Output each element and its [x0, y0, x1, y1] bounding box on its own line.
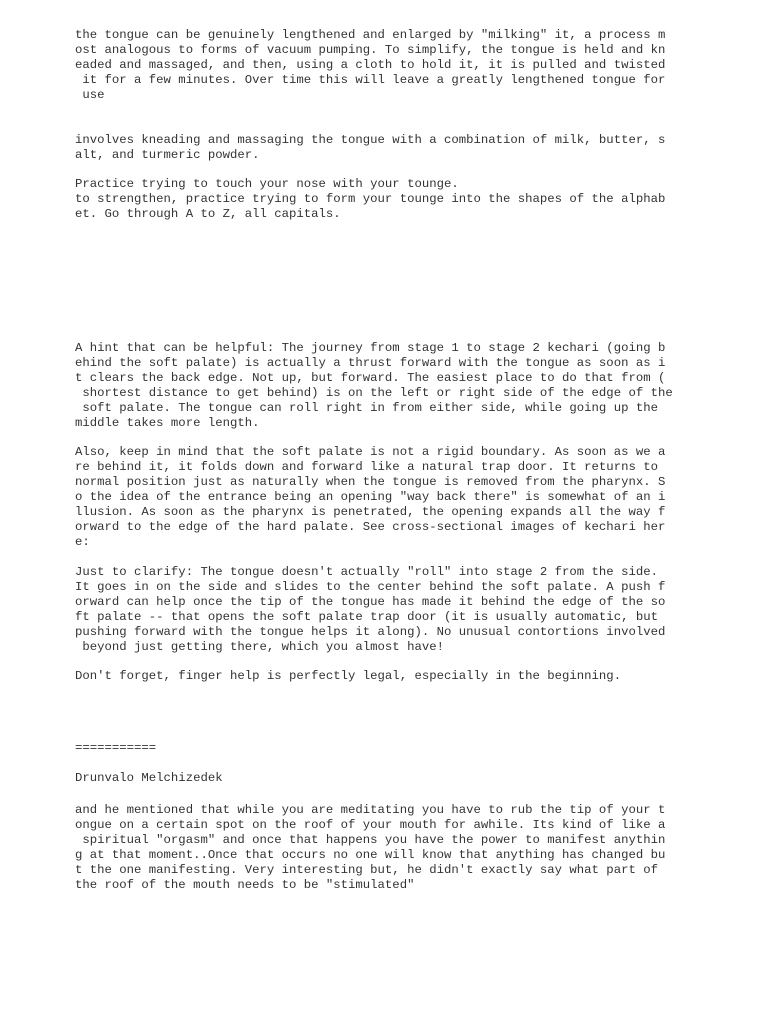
text-line: the tongue can be genuinely lengthened and enlarged by "milking" it, a process m	[75, 28, 666, 42]
separator-line: ===========	[75, 741, 157, 755]
text-line: It goes in on the side and slides to the center behind the soft palate. A push f	[75, 580, 666, 594]
text-line: ongue on a certain spot on the roof of your mouth for awhile. Its kind of like a	[75, 818, 666, 832]
text-line: normal position just as naturally when the tongue is removed from the pharynx. S	[75, 475, 666, 489]
text-line: to strengthen, practice trying to form your tounge into the shapes of the alphab	[75, 192, 666, 206]
author-name: Drunvalo Melchizedek	[75, 771, 223, 785]
text-line: orward to the edge of the hard palate. See cross-sectional images of kechari her	[75, 520, 666, 534]
text-line: re behind it, it folds down and forward like a natural trap door. It returns to	[75, 460, 658, 474]
text-line: ehind the soft palate) is actually a thrust forward with the tongue as soon as i	[75, 356, 666, 370]
text-line: spiritual "orgasm" and once that happens you have the power to manifest anythin	[75, 833, 666, 847]
text-line: involves kneading and massaging the tongue with a combination of milk, butter, s	[75, 133, 666, 147]
text-line: middle takes more length.	[75, 416, 260, 430]
text-line: t the one manifesting. Very interesting but, he didn't exactly say what part of	[75, 863, 658, 877]
text-line: g at that moment..Once that occurs no one will know that anything has changed bu	[75, 848, 666, 862]
text-line: o the idea of the entrance being an opening "way back there" is somewhat of an i	[75, 490, 666, 504]
text-line: alt, and turmeric powder.	[75, 148, 260, 162]
text-line: orward can help once the tip of the tongue has made it behind the edge of the so	[75, 595, 666, 609]
text-line: soft palate. The tongue can roll right in from either side, while going up the	[75, 401, 658, 415]
text-line: use	[75, 88, 105, 102]
text-line: A hint that can be helpful: The journey from stage 1 to stage 2 kechari (going b	[75, 341, 666, 355]
text-line: shortest distance to get behind) is on the left or right side of the edge of the	[75, 386, 673, 400]
text-line: e:	[75, 535, 90, 549]
text-line: pushing forward with the tongue helps it along). No unusual contortions involved	[75, 625, 666, 639]
text-line: beyond just getting there, which you almost have!	[75, 640, 444, 654]
text-line: ft palate -- that opens the soft palate trap door (it is usually automatic, but	[75, 610, 658, 624]
text-line: Practice trying to touch your nose with your tounge.	[75, 177, 459, 191]
text-line: ost analogous to forms of vacuum pumping. To simplify, the tongue is held and kn	[75, 43, 666, 57]
text-line: the roof of the mouth needs to be "stimulated"	[75, 878, 415, 892]
text-line: it for a few minutes. Over time this will leave a greatly lengthened tongue for	[75, 73, 666, 87]
text-line: Just to clarify: The tongue doesn't actually "roll" into stage 2 from the side.	[75, 565, 658, 579]
text-line: eaded and massaged, and then, using a cloth to hold it, it is pulled and twisted	[75, 58, 666, 72]
text-line: and he mentioned that while you are meditating you have to rub the tip of your t	[75, 803, 666, 817]
text-line: et. Go through A to Z, all capitals.	[75, 207, 341, 221]
text-line: Also, keep in mind that the soft palate is not a rigid boundary. As soon as we a	[75, 445, 666, 459]
text-line: Don't forget, finger help is perfectly legal, especially in the beginning.	[75, 669, 622, 683]
text-line: t clears the back edge. Not up, but forward. The easiest place to do that from (	[75, 371, 666, 385]
text-line: llusion. As soon as the pharynx is penetrated, the opening expands all the way f	[75, 505, 666, 519]
